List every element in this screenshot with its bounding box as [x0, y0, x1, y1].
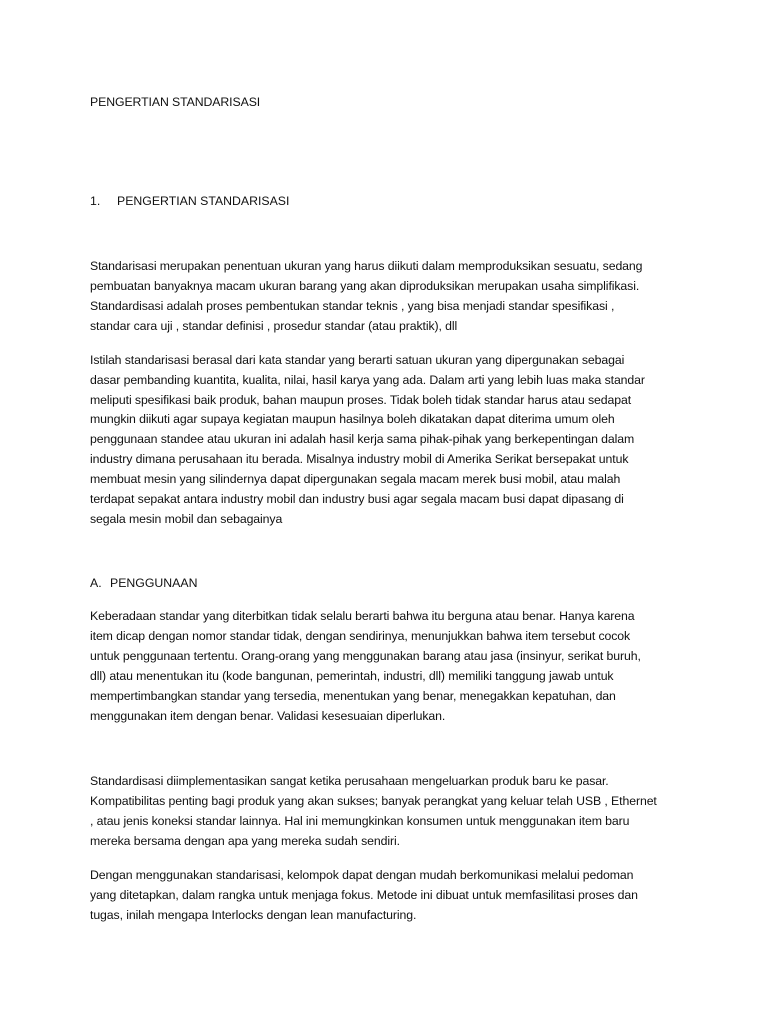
para3-line: menggunakan item dengan benar. Validasi kesesuaian diperlukan.: [90, 709, 446, 723]
para2-line: membuat mesin yang silindernya dapat dipergunakan segala macam merek busi mobil, atau malah: [90, 472, 621, 486]
section-1-heading: PENGERTIAN STANDARISASI: [117, 194, 290, 208]
para3-line: untuk penggunaan tertentu. Orang-orang yang menggunakan barang atau jasa (insinyur, serikat buruh,: [90, 649, 641, 663]
para3-line: mempertimbangkan standar yang tersedia, menentukan yang benar, menegakkan kepatuhan, dan: [90, 689, 616, 703]
para1-line: Standardisasi adalah proses pembentukan standar teknis , yang bisa menjadi standar spesifikasi ,: [90, 299, 615, 313]
para3-line: Keberadaan standar yang diterbitkan tidak selalu berarti bahwa itu berguna atau benar. Hanya karena: [90, 609, 635, 623]
para2-line: segala mesin mobil dan sebagainya: [90, 512, 283, 526]
para5-line: tugas, inilah mengapa Interlocks dengan lean manufacturing.: [90, 908, 417, 922]
para4-line: Kompatibilitas penting bagi produk yang akan sukses; banyak perangkat yang keluar telah USB , Ethernet: [90, 794, 657, 808]
document-title: PENGERTIAN STANDARISASI: [90, 95, 261, 109]
para2-line: terdapat sepakat antara industry mobil dan industry busi agar segala macam busi dapat dipasang di: [90, 492, 624, 506]
para2-line: meliputi spesifikasi baik produk, bahan maupun proses. Tidak boleh tidak standar harus atau sedapat: [90, 393, 632, 407]
para1-line: Standarisasi merupakan penentuan ukuran yang harus diikuti dalam memproduksikan sesuatu, sedang: [90, 259, 643, 273]
para2-line: industry dimana perusahaan itu berada. Misalnya industry mobil di Amerika Serikat bersepakat untuk: [90, 452, 629, 466]
para3-line: dll) atau menentukan itu (kode bangunan, pemerintah, industri, dll) memiliki tanggung jawab untuk: [90, 669, 614, 683]
para3-line: item dicap dengan nomor standar tidak, dengan sendirinya, menunjukkan bahwa item tersebut cocok: [90, 629, 631, 643]
para1-line: standar cara uji , standar definisi , prosedur standar (atau praktik), dll: [90, 319, 458, 333]
para4-line: mereka bersama dengan apa yang mereka sudah sendiri.: [90, 834, 400, 848]
para5-line: Dengan menggunakan standarisasi, kelompok dapat dengan mudah berkomunikasi melalui pedoman: [90, 868, 634, 882]
para2-line: Istilah standarisasi berasal dari kata standar yang berarti satuan ukuran yang dipergunakan sebagai: [90, 353, 625, 367]
para5-line: yang ditetapkan, dalam rangka untuk menjaga fokus. Metode ini dibuat untuk memfasilitasi proses dan: [90, 888, 638, 902]
para4-line: Standardisasi diimplementasikan sangat ketika perusahaan mengeluarkan produk baru ke pasar.: [90, 774, 609, 788]
section-a-heading: PENGGUNAAN: [110, 576, 198, 590]
para2-line: dasar pembanding kuantita, kualita, nilai, hasil karya yang ada. Dalam arti yang lebih luas maka standar: [90, 373, 645, 387]
section-1-number: 1.: [90, 194, 101, 208]
section-a-letter: A.: [90, 576, 102, 590]
para2-line: mungkin diikuti agar supaya kegiatan maupun hasilnya boleh dikatakan dapat diterima umum oleh: [90, 412, 615, 426]
para2-line: penggunaan standee atau ukuran ini adalah hasil kerja sama pihak-pihak yang berkepentingan dalam: [90, 432, 635, 446]
para4-line: , atau jenis koneksi standar lainnya. Hal ini memungkinkan konsumen untuk menggunakan item baru: [90, 814, 630, 828]
para1-line: pembuatan banyaknya macam ukuran barang yang akan diproduksikan merupakan usaha simplifikasi.: [90, 279, 640, 293]
